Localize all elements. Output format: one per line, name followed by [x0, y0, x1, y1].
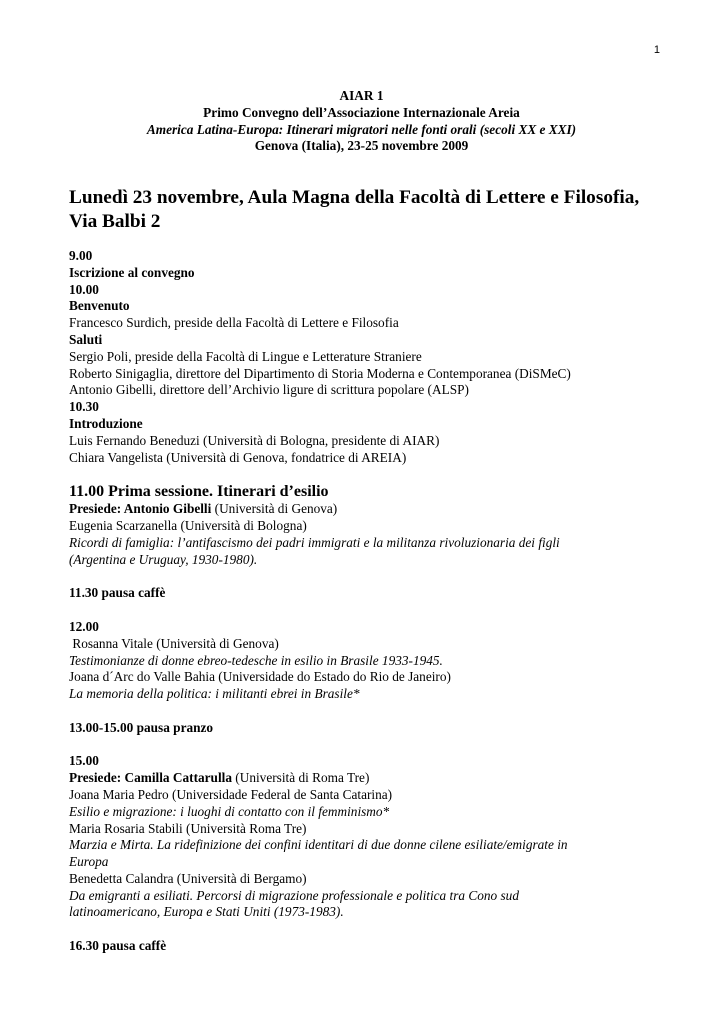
speaker-line: Joana d´Arc do Valle Bahia (Universidade do Estado do Rio de Janeiro) — [69, 669, 451, 685]
chair-affiliation: (Università di Genova) — [211, 501, 338, 517]
time-label: 12.00 — [69, 618, 99, 634]
break-label: 11.30 pausa caffè — [69, 585, 166, 601]
spacer — [69, 921, 669, 938]
talk-title: Da emigranti a esiliati. Percorsi di migrazione professionale e politica tra Cono sud — [69, 887, 519, 903]
break-label: 13.00-15.00 pausa pranzo — [69, 719, 214, 735]
speaker-line: Francesco Surdich, preside della Facoltà di Lettere e Filosofia — [69, 315, 399, 331]
section-label: Saluti — [69, 331, 103, 347]
time-label: 10.30 — [69, 399, 99, 415]
header-line-1: AIAR 1 — [339, 88, 384, 103]
section-label: Benvenuto — [69, 298, 130, 314]
talk-title: (Argentina e Uruguay, 1930-1980). — [69, 551, 258, 567]
chair-line — [69, 501, 669, 518]
day-heading-line-2: Via Balbi 2 — [69, 211, 161, 233]
time-label: 9.00 — [69, 248, 93, 263]
speaker-line: Joana Maria Pedro (Universidade Federal de Santa Catarina) — [69, 786, 393, 802]
talk-title: Europa — [69, 854, 109, 870]
talk-title: Esilio e migrazione: i luoghi di contatto con il femminismo* — [69, 803, 390, 819]
speaker-line: Rosanna Vitale (Università di Genova) — [69, 635, 279, 651]
speaker-line: Sergio Poli, preside della Facoltà di Lingue e Letterature Straniere — [69, 348, 422, 364]
speaker-line: Luis Fernando Beneduzi (Università di Bologna, presidente di AIAR) — [69, 432, 440, 448]
spacer — [69, 703, 669, 720]
spacer — [69, 737, 669, 754]
session-title: 11.00 Prima sessione. Itinerari d’esilio — [69, 483, 329, 501]
speaker-line: Chiara Vangelista (Università di Genova, fondatrice di AREIA) — [69, 449, 407, 465]
day-heading-line-1: Lunedì 23 novembre, Aula Magna della Facoltà di Lettere e Filosofia, — [69, 187, 640, 208]
talk-title: La memoria della politica: i militanti ebrei in Brasile* — [69, 686, 360, 702]
speaker-line: Roberto Sinigaglia, direttore del Dipartimento di Storia Moderna e Contemporanea (DiSMeC) — [69, 365, 571, 381]
chair-name: Presiede: Camilla Cattarulla — [69, 770, 232, 786]
speaker-line: Maria Rosaria Stabili (Università Roma Tre) — [69, 820, 307, 836]
talk-title: Ricordi di famiglia: l’antifascismo dei padri immigrati e la militanza rivoluzionaria dei figli — [69, 534, 560, 550]
break-label: 16.30 pausa caffè — [69, 938, 167, 954]
talk-title: Marzia e Mirta. La ridefinizione dei confini identitari di due donne cilene esiliate/emigrate in — [69, 837, 568, 853]
talk-title: Testimonianze di donne ebreo-tedesche in esilio in Brasile 1933-1945. — [69, 652, 443, 668]
speaker-line: Antonio Gibelli, direttore dell’Archivio ligure di scrittura popolare (ALSP) — [69, 382, 469, 398]
spacer — [69, 569, 669, 586]
speaker-line: Eugenia Scarzanella (Università di Bologna) — [69, 518, 307, 534]
chair-affiliation: (Università di Roma Tre) — [231, 770, 370, 786]
page-number: 1 — [653, 44, 660, 56]
spacer — [69, 602, 669, 619]
header-line-4: Genova (Italia), 23-25 novembre 2009 — [254, 138, 469, 154]
chair-line — [69, 770, 669, 787]
time-label: 10.00 — [69, 281, 99, 297]
header-line-3: America Latina-Europa: Itinerari migratori nelle fonti orali (secoli XX e XXI) — [146, 121, 577, 137]
day-heading — [69, 186, 669, 235]
talk-title: latinoamericano, Europa e Stati Uniti (1973-1983). — [69, 904, 344, 920]
program — [69, 248, 669, 955]
section-label: Introduzione — [69, 415, 143, 431]
conference-header — [69, 88, 654, 155]
time-label: 15.00 — [69, 753, 99, 769]
header-line-2: Primo Convegno dell’Associazione Internazionale Areia — [203, 104, 520, 120]
chair-name: Presiede: Antonio Gibelli — [69, 501, 212, 517]
speaker-line: Benedetta Calandra (Università di Bergamo) — [69, 870, 307, 886]
section-label: Iscrizione al convegno — [69, 264, 195, 280]
